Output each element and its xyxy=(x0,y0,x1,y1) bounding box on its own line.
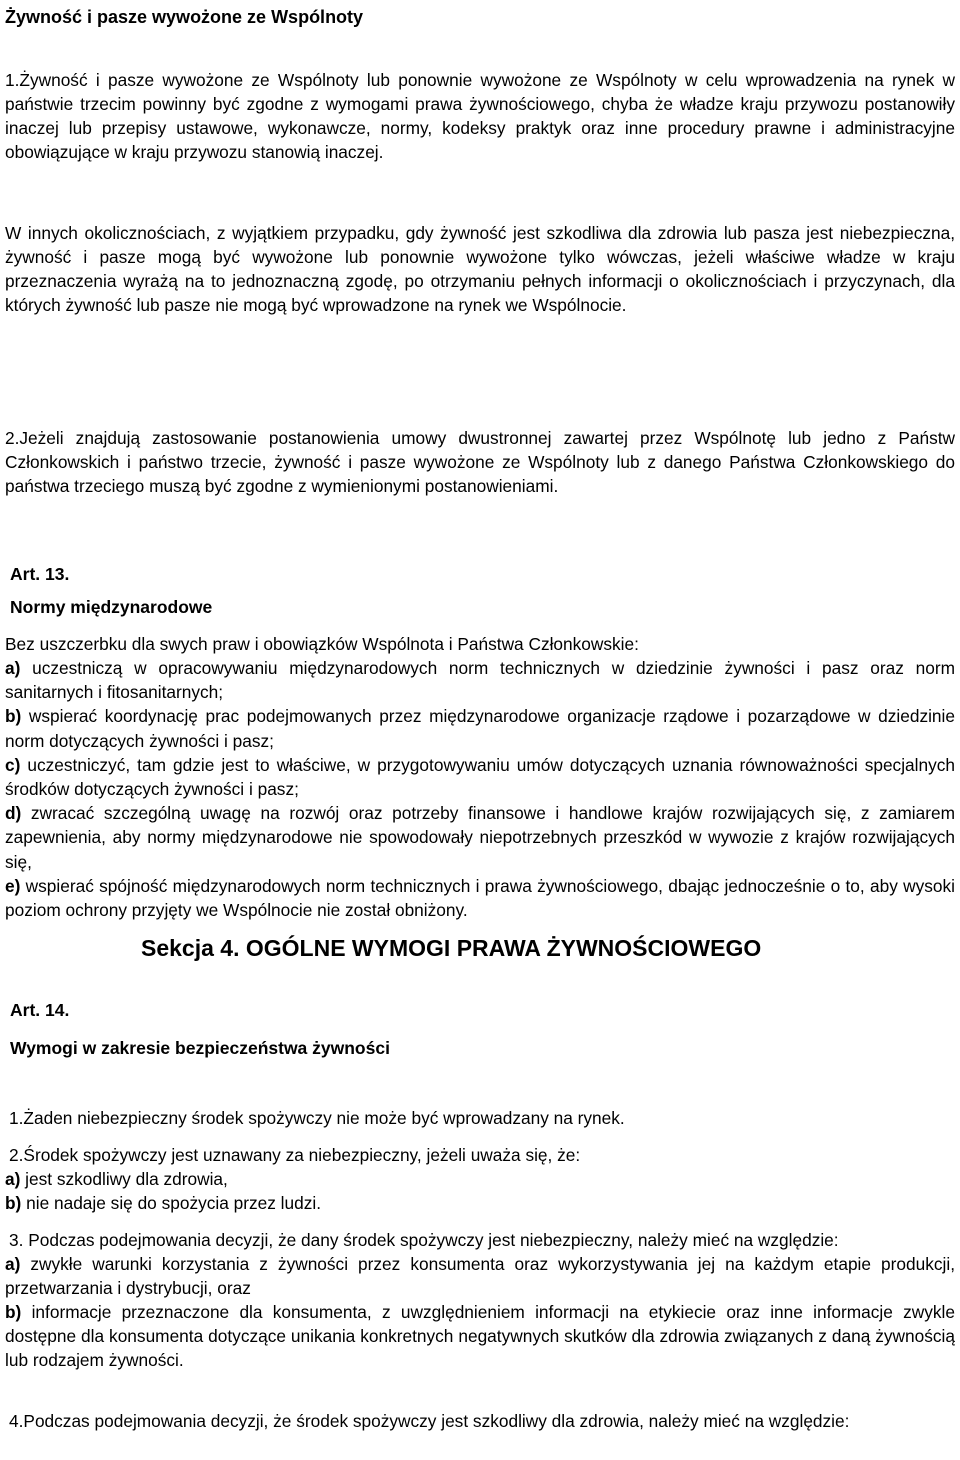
list-item-letter: b) xyxy=(5,706,22,727)
list-item-text: uczestniczyć, tam gdzie jest to właściwe, w przygotowywaniu umów dotyczących uznania równoważności specjalnych środków dotyczących żywności i pasz; xyxy=(5,754,955,800)
section-heading: Sekcja 4. OGÓLNE WYMOGI PRAWA ŻYWNOŚCIOWEGO xyxy=(141,935,762,961)
page-title: Żywność i pasze wywożone ze Wspólnoty xyxy=(5,7,364,27)
list-item xyxy=(5,874,955,922)
list-item xyxy=(5,1252,955,1300)
art14-paragraph-2 xyxy=(5,1143,955,1215)
list-item-text: uczestniczą w opracowywaniu międzynarodowych norm technicznych w dziedzinie żywności i pasz oraz norm sanitarnych i fitosanitarnych; xyxy=(5,658,955,703)
list-item-text: zwykłe warunki korzystania z żywności przez konsumenta oraz wykorzystywania jej na każdym etapie produkcji, przetwarzania i dystrybucji, oraz xyxy=(5,1254,955,1299)
list-item-text: wspierać koordynację prac podejmowanych przez międzynarodowe organizacje rządowe i pozarządowe w dziedzinie norm dotyczących żywności i pasz; xyxy=(5,706,955,751)
list-item-text: informacje przeznaczone dla konsumenta, z uwzględnieniem informacji na etykiecie oraz inne informacje zwykle dostępne dla konsumenta dotyczące unikania konkretnych negatywnych skutków dla zdrowia związanych z daną żywnością lub rodzajem żywności. xyxy=(5,1302,955,1371)
list-item-letter: a) xyxy=(5,1254,21,1275)
list-item xyxy=(5,753,955,801)
list-item xyxy=(5,1167,955,1191)
list-item-text: nie nadaje się do spożycia przez ludzi. xyxy=(21,1193,322,1214)
paragraph-1: 1.Żywność i pasze wywożone ze Wspólnoty lub ponownie wywożone ze Wspólnoty w celu wprowadzenia na rynek w państwie trzecim powinny być zgodne z wymogami prawa żywnościowego, chyba że władze kraju przywozu postanowiły inaczej lub przepisy ustawowe, wykonawcze, normy, kodeksy praktyk oraz inne procedury prawne i administracyjne obowiązujące w kraju przywozu stanowią inaczej. xyxy=(5,70,955,162)
art13-number: Art. 13. xyxy=(10,564,70,584)
list-item-text: jest szkodliwy dla zdrowia, xyxy=(20,1169,228,1190)
list-item-letter: a) xyxy=(5,658,21,678)
art14-p4-text: 4.Podczas podejmowania decyzji, że środek spożywczy jest szkodliwy dla zdrowia, należy mieć na względzie: xyxy=(9,1411,850,1431)
art13-heading: Normy międzynarodowe xyxy=(10,597,213,617)
art14-number: Art. 14. xyxy=(10,1000,70,1020)
list-item-text: wspierać spójność międzynarodowych norm technicznych i prawa żywnościowego, dbając jednocześnie o to, aby wysoki poziom ochrony przyjęty we Wspólnocie nie został obniżony. xyxy=(5,875,955,921)
art14-p2-intro: 2.Środek spożywczy jest uznawany za niebezpieczny, jeżeli uważa się, że: xyxy=(9,1145,581,1165)
art14-paragraph-3 xyxy=(5,1228,955,1373)
list-item-letter: b) xyxy=(5,1302,22,1323)
list-item xyxy=(5,1300,955,1372)
list-item xyxy=(5,656,955,704)
art14-paragraph-1: 1.Żaden niebezpieczny środek spożywczy nie może być wprowadzany na rynek. xyxy=(9,1108,625,1128)
list-item-letter: b) xyxy=(5,1193,22,1214)
list-item-text: zwracać szczególną uwagę na rozwój oraz potrzeby finansowe i handlowe krajów rozwijających się, z zamiarem zapewnienia, aby normy międzynarodowe nie spowodowały niepotrzebnych przeszkód w wywozie z krajów rozwijających się, xyxy=(5,803,955,872)
list-item-letter: a) xyxy=(5,1169,21,1190)
art14-paragraph-4 xyxy=(5,1409,955,1433)
list-item-letter: c) xyxy=(5,754,21,775)
list-item xyxy=(5,801,955,874)
art14-heading: Wymogi w zakresie bezpieczeństwa żywności xyxy=(10,1038,390,1058)
art13-intro: Bez uszczerbku dla swych praw i obowiązków Wspólnota i Państwa Członkowskie: xyxy=(5,634,639,654)
paragraph-2: 2.Jeżeli znajdują zastosowanie postanowienia umowy dwustronnej zawartej przez Wspólnotę lub jedno z Państw Członkowskich i państwo trzecie, żywność i pasze wywożone ze Wspólnoty lub z danego Państwa Członkowskiego do państwa trzeciego muszą być zgodne z wymienionymi postanowieniami. xyxy=(5,428,955,496)
list-item xyxy=(5,1191,955,1215)
list-item xyxy=(5,704,955,752)
art13-list xyxy=(5,656,955,922)
art14-p3-intro: 3. Podczas podejmowania decyzji, że dany środek spożywczy jest niebezpieczny, należy mieć na względzie: xyxy=(9,1230,839,1250)
paragraph-1b: W innych okolicznościach, z wyjątkiem przypadku, gdy żywność jest szkodliwa dla zdrowia lub pasza jest niebezpieczna, żywność i pasze mogą być wywożone lub ponownie wywożone tylko wówczas, jeżeli właściwe władze w kraju przeznaczenia wyrażą na to jednoznaczną zgodę, po otrzymaniu pełnych informacji o okolicznościach i przyczynach, dla których żywność lub pasze nie mogą być wprowadzone na rynek we Wspólnocie. xyxy=(5,223,955,315)
list-item-letter: e) xyxy=(5,875,21,896)
list-item-letter: d) xyxy=(5,803,22,824)
